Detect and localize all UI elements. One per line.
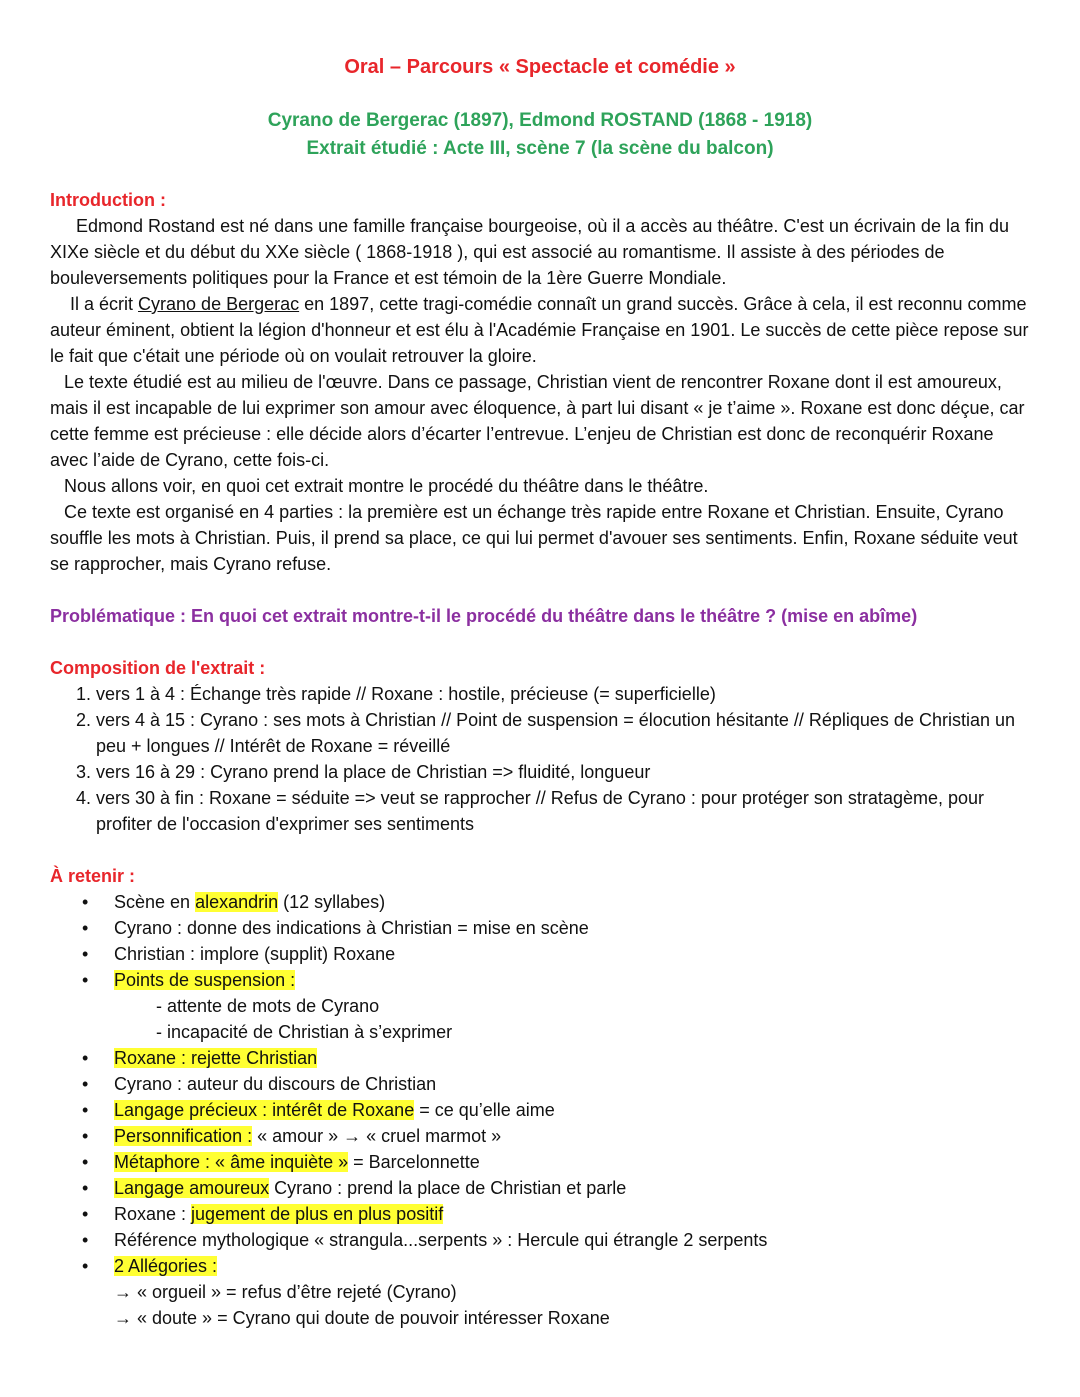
problematique: Problématique : En quoi cet extrait montre-t-il le procédé du théâtre dans le théâtre ? (mise en abîme) [50, 606, 918, 626]
highlight: Langage précieux : intérêt de Roxane [114, 1100, 415, 1120]
list-item: • Référence mythologique « strangula...serpents » : Hercule qui étrangle 2 serpents [50, 1227, 1030, 1253]
intro-p2-start: Il a écrit [70, 294, 139, 314]
list-item: • Roxane : jugement de plus en plus positif [50, 1201, 1030, 1227]
composition-item: 2. vers 4 à 15 : Cyrano : ses mots à Christian // Point de suspension = élocution hésitante // Répliques de Christian un peu + longues // Intérêt de Roxane = réveillé [96, 707, 1030, 759]
introduction-section [50, 187, 1030, 577]
list-item: • Personnification : « amour » → « cruel marmot » [50, 1123, 1030, 1149]
list-item [50, 1045, 1030, 1071]
sub-item: - incapacité de Christian à s’exprimer [156, 1022, 453, 1042]
list-item: • Cyrano : auteur du discours de Christian [50, 1071, 1030, 1097]
introduction-heading: Introduction : [50, 190, 166, 210]
composition-heading: Composition de l'extrait : [50, 658, 266, 678]
composition-list [50, 681, 1030, 837]
highlight: 2 Allégories : [114, 1256, 218, 1276]
retenir-heading: À retenir : [50, 866, 136, 886]
highlight: Personnification : [114, 1126, 253, 1146]
list-item: • Métaphore : « âme inquiète » = Barcelonnette [50, 1149, 1030, 1175]
retenir-list [50, 889, 1030, 993]
work-title-underlined: Cyrano de Bergerac [138, 294, 300, 314]
allegory-line: → « doute » = Cyrano qui doute de pouvoir intéresser Roxane [114, 1308, 610, 1328]
list-item: • Cyrano : donne des indications à Christian = mise en scène [50, 915, 1030, 941]
list-item: • Langage précieux : intérêt de Roxane = ce qu’elle aime [50, 1097, 1030, 1123]
list-item [50, 967, 1030, 993]
intro-paragraph-4: Nous allons voir, en quoi cet extrait montre le procédé du théâtre dans le théâtre. [64, 476, 709, 496]
list-item: • Scène en alexandrin (12 syllabes) [50, 889, 1030, 915]
intro-paragraph-2 [50, 291, 1030, 369]
list-item: • Christian : implore (supplit) Roxane [50, 941, 1030, 967]
sub-item: - attente de mots de Cyrano [156, 996, 380, 1016]
list-item [50, 1253, 1030, 1279]
composition-item: 1. vers 1 à 4 : Échange très rapide // Roxane : hostile, précieuse (= superficielle) [96, 681, 1030, 707]
allegory-line: → « orgueil » = refus d’être rejeté (Cyrano) [114, 1282, 457, 1302]
retenir-list-continued [50, 1045, 1030, 1279]
intro-paragraph-5: Ce texte est organisé en 4 parties : la première est un échange très rapide entre Roxane et Christian. Ensuite, Cyrano souffle les mots à Christian. Puis, il prend sa place, ce qui lui permet d'avouer ses sentiments. Enfin, Roxane séduite veut se rapprocher, mais Cyrano refuse. [50, 502, 1018, 574]
composition-item: 3. vers 16 à 29 : Cyrano prend la place de Christian => fluidité, longueur [96, 759, 1030, 785]
intro-paragraph-1: Edmond Rostand est né dans une famille française bourgeoise, où il a accès au théâtre. C'est un écrivain de la fin du XIXe siècle et du début du XXe siècle ( 1868-1918 ), qui est associé au romantisme. Il assiste à des périodes de bouleversements politiques pour la France et est témoin de la 1ère Guerre Mondiale. [50, 216, 1009, 288]
highlight: alexandrin [195, 892, 279, 912]
highlight: jugement de plus en plus positif [191, 1204, 444, 1224]
highlight: Métaphore : « âme inquiète » [114, 1152, 349, 1172]
work-reference: Cyrano de Bergerac (1897), Edmond ROSTAND (1868 - 1918) [267, 110, 813, 131]
highlight: Points de suspension : [114, 970, 296, 990]
page-title: Oral – Parcours « Spectacle et comédie » [344, 56, 736, 78]
highlight: Roxane : rejette Christian [114, 1048, 318, 1068]
intro-p2-end: en 1897, cette tragi-comédie connaît un grand succès. Grâce à cela, il est reconnu comme auteur éminent, obtient la légion d'honneur et est élu à l'Académie Française en 1901. Le succès de cette pièce repose sur le fait que c'était une période où on voulait retrouver la gloire. [50, 294, 1029, 366]
intro-paragraph-3: Le texte étudié est au milieu de l'œuvre. Dans ce passage, Christian vient de rencontrer Roxane dont il est amoureux, mais il est incapable de lui exprimer son amour avec éloquence, à part lui disant « je t’aime ». Roxane est donc déçue, car cette femme est précieuse : elle décide alors d’écarter l’entrevue. L’enjeu de Christian est donc de reconquérir Roxane avec l’aide de Cyrano, cette fois-ci. [50, 372, 1025, 470]
highlight: Langage amoureux [114, 1178, 270, 1198]
excerpt-reference: Extrait étudié : Acte III, scène 7 (la scène du balcon) [306, 138, 774, 159]
list-item: • Langage amoureux Cyrano : prend la place de Christian et parle [50, 1175, 1030, 1201]
composition-item: 4. vers 30 à fin : Roxane = séduite => veut se rapprocher // Refus de Cyrano : pour protéger son stratagème, pour profiter de l'occasion d'exprimer ses sentiments [96, 785, 1030, 837]
